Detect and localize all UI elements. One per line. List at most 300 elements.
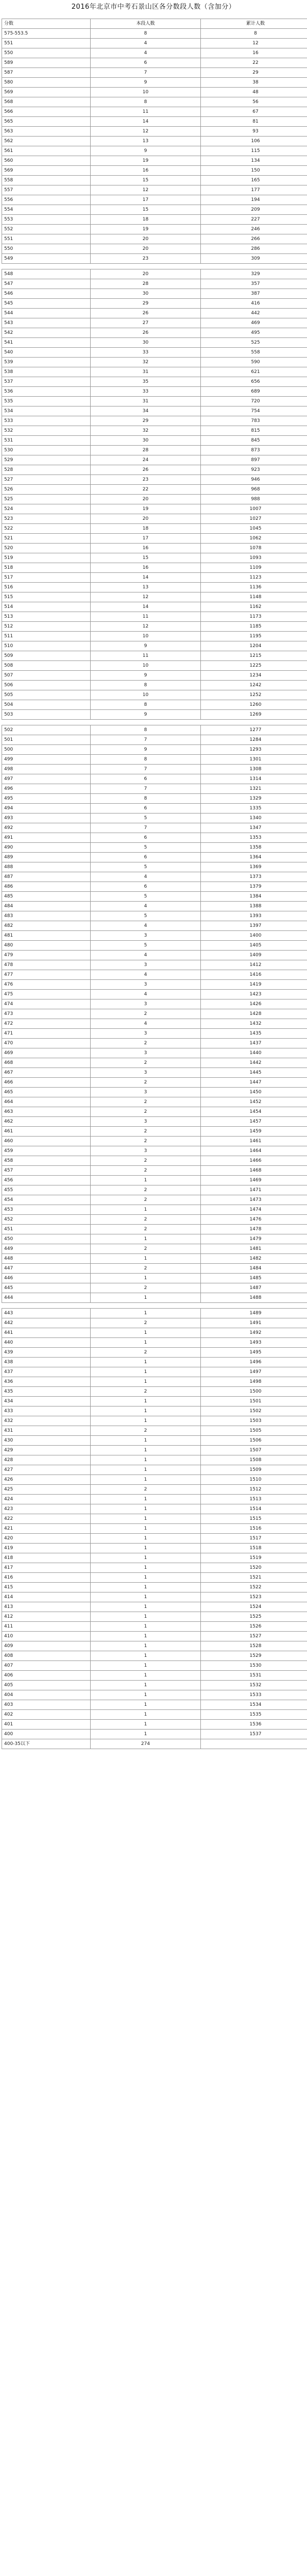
score-cell: 550 (2, 48, 91, 58)
cumulative-count-cell: 1148 (201, 592, 307, 602)
segment-count-cell: 23 (91, 475, 201, 485)
cumulative-count-cell: 1308 (201, 765, 307, 774)
score-cell: 525 (2, 495, 91, 504)
segment-count-cell: 13 (91, 583, 201, 592)
segment-count-cell: 1 (91, 1612, 201, 1622)
table-row (2, 774, 307, 784)
score-cell: 535 (2, 397, 91, 406)
table-row (2, 602, 307, 612)
cumulative-count-cell: 1416 (201, 970, 307, 980)
table-row (2, 387, 307, 397)
table-row (2, 244, 307, 254)
table-row (2, 1446, 307, 1455)
cumulative-count-cell: 1508 (201, 1455, 307, 1465)
table-row (2, 1205, 307, 1215)
score-cell: 566 (2, 107, 91, 117)
cumulative-count-cell: 329 (201, 269, 307, 279)
score-cell: 544 (2, 309, 91, 318)
table-row (2, 397, 307, 406)
segment-count-cell: 5 (91, 814, 201, 823)
cumulative-count-cell: 1471 (201, 1185, 307, 1195)
segment-count-cell: 1 (91, 1254, 201, 1264)
cumulative-count-cell: 923 (201, 465, 307, 475)
cumulative-count-cell: 1507 (201, 1446, 307, 1455)
score-cell: 415 (2, 1583, 91, 1592)
segment-count-cell: 8 (91, 97, 201, 107)
table-row (2, 1068, 307, 1078)
table-row (2, 1612, 307, 1622)
cumulative-count-cell: 1293 (201, 745, 307, 755)
table-row (2, 1416, 307, 1426)
cumulative-count-cell: 495 (201, 328, 307, 338)
segment-count-cell: 3 (91, 1029, 201, 1039)
table-row (2, 941, 307, 951)
segment-count-cell: 4 (91, 1019, 201, 1029)
score-cell: 464 (2, 1097, 91, 1107)
table-row (2, 299, 307, 309)
table-row (2, 1048, 307, 1058)
table-row (2, 573, 307, 583)
cumulative-count-cell: 38 (201, 78, 307, 88)
segment-count-cell: 20 (91, 269, 201, 279)
score-cell: 418 (2, 1553, 91, 1563)
score-cell: 428 (2, 1455, 91, 1465)
segment-count-cell: 4 (91, 921, 201, 931)
score-cell: 468 (2, 1058, 91, 1068)
table-row (2, 794, 307, 804)
score-cell: 569 (2, 166, 91, 176)
table-row (2, 592, 307, 602)
table-row (2, 1019, 307, 1029)
score-cell: 489 (2, 853, 91, 862)
segment-count-cell: 2 (91, 1264, 201, 1274)
segment-count-cell: 19 (91, 504, 201, 514)
cumulative-count-cell: 783 (201, 416, 307, 426)
table-row (2, 406, 307, 416)
table-row (2, 784, 307, 794)
cumulative-count-cell: 1461 (201, 1137, 307, 1146)
segment-count-cell: 9 (91, 641, 201, 651)
segment-count-cell: 1 (91, 1205, 201, 1215)
segment-count-cell: 1 (91, 1475, 201, 1485)
score-cell: 432 (2, 1416, 91, 1426)
score-cell: 538 (2, 367, 91, 377)
cumulative-count-cell: 1301 (201, 755, 307, 765)
segment-count-cell: 19 (91, 156, 201, 166)
segment-count-cell: 7 (91, 823, 201, 833)
segment-count-cell: 17 (91, 195, 201, 205)
cumulative-count-cell: 1423 (201, 990, 307, 999)
score-cell: 505 (2, 690, 91, 700)
score-cell: 497 (2, 774, 91, 784)
cumulative-count-cell: 1242 (201, 681, 307, 690)
cumulative-count-cell: 48 (201, 88, 307, 97)
segment-count-cell: 10 (91, 88, 201, 97)
segment-count-cell: 2 (91, 1009, 201, 1019)
table-row (2, 1720, 307, 1730)
table-row (2, 1377, 307, 1387)
segment-count-cell: 30 (91, 338, 201, 348)
cumulative-count-cell: 1476 (201, 1215, 307, 1225)
table-header-row (2, 19, 307, 29)
table-row (2, 254, 307, 264)
cumulative-count-cell: 1454 (201, 1107, 307, 1117)
cumulative-count-cell: 1450 (201, 1088, 307, 1097)
table-row (2, 583, 307, 592)
score-cell: 471 (2, 1029, 91, 1039)
score-cell: 569 (2, 88, 91, 97)
page-break-gap (2, 1303, 307, 1309)
segment-count-cell: 8 (91, 681, 201, 690)
score-cell: 487 (2, 872, 91, 882)
segment-count-cell: 2 (91, 1097, 201, 1107)
score-cell: 516 (2, 583, 91, 592)
score-cell: 495 (2, 794, 91, 804)
score-cell: 431 (2, 1426, 91, 1436)
segment-count-cell: 31 (91, 367, 201, 377)
cumulative-count-cell: 1185 (201, 622, 307, 632)
cumulative-count-cell: 1484 (201, 1264, 307, 1274)
score-cell: 420 (2, 1534, 91, 1544)
score-cell: 545 (2, 299, 91, 309)
score-cell: 404 (2, 1690, 91, 1700)
score-cell: 563 (2, 127, 91, 137)
score-cell: 556 (2, 195, 91, 205)
cumulative-count-cell: 1007 (201, 504, 307, 514)
table-row (2, 735, 307, 745)
table-row (2, 215, 307, 225)
score-cell: 558 (2, 176, 91, 185)
segment-count-cell: 3 (91, 960, 201, 970)
score-cell: 492 (2, 823, 91, 833)
segment-count-cell: 1 (91, 1338, 201, 1348)
score-cell: 553 (2, 215, 91, 225)
segment-count-cell: 26 (91, 309, 201, 318)
score-cell: 462 (2, 1117, 91, 1127)
score-cell: 440 (2, 1338, 91, 1348)
segment-count-cell: 1 (91, 1293, 201, 1303)
score-cell: 560 (2, 156, 91, 166)
segment-count-cell: 35 (91, 377, 201, 387)
segment-count-cell: 3 (91, 1117, 201, 1127)
cumulative-count-cell: 1498 (201, 1377, 307, 1387)
table-row (2, 1534, 307, 1544)
cumulative-count-cell: 1468 (201, 1166, 307, 1176)
score-cell: 421 (2, 1524, 91, 1534)
cumulative-count-cell: 1409 (201, 951, 307, 960)
segment-count-cell: 1 (91, 1514, 201, 1524)
cumulative-count-cell: 1532 (201, 1681, 307, 1690)
cumulative-count-cell: 12 (201, 39, 307, 48)
score-cell: 402 (2, 1710, 91, 1720)
segment-count-cell: 9 (91, 710, 201, 720)
segment-count-cell: 5 (91, 911, 201, 921)
cumulative-count-cell: 1269 (201, 710, 307, 720)
cumulative-count-cell: 1435 (201, 1029, 307, 1039)
score-cell: 521 (2, 534, 91, 544)
table-row (2, 1573, 307, 1583)
table-row (2, 1166, 307, 1176)
table-row (2, 1088, 307, 1097)
segment-count-cell: 1 (91, 1720, 201, 1730)
cumulative-count-cell: 1469 (201, 1176, 307, 1185)
score-cell: 458 (2, 1156, 91, 1166)
cumulative-count-cell: 1335 (201, 804, 307, 814)
segment-count-cell: 1 (91, 1176, 201, 1185)
score-cell: 429 (2, 1446, 91, 1455)
score-cell: 407 (2, 1661, 91, 1671)
segment-count-cell: 1 (91, 1524, 201, 1534)
table-row (2, 671, 307, 681)
score-cell: 552 (2, 225, 91, 234)
table-row (2, 970, 307, 980)
score-cell: 541 (2, 338, 91, 348)
score-cell: 442 (2, 1318, 91, 1328)
table-row (2, 1146, 307, 1156)
score-cell: 455 (2, 1185, 91, 1195)
score-cell: 537 (2, 377, 91, 387)
score-cell: 494 (2, 804, 91, 814)
segment-count-cell: 1 (91, 1671, 201, 1681)
segment-count-cell: 26 (91, 465, 201, 475)
segment-count-cell: 32 (91, 426, 201, 436)
table-row (2, 1234, 307, 1244)
table-row (2, 1739, 307, 1749)
cumulative-count-cell: 1457 (201, 1117, 307, 1127)
cumulative-count-cell: 1162 (201, 602, 307, 612)
cumulative-count-cell: 1514 (201, 1504, 307, 1514)
score-cell: 412 (2, 1612, 91, 1622)
cumulative-count-cell: 1428 (201, 1009, 307, 1019)
cumulative-count-cell: 1379 (201, 882, 307, 892)
table-row (2, 48, 307, 58)
segment-count-cell: 2 (91, 1485, 201, 1495)
cumulative-count-cell: 1397 (201, 921, 307, 931)
segment-count-cell: 6 (91, 882, 201, 892)
cumulative-count-cell: 8 (201, 29, 307, 39)
score-cell: 439 (2, 1348, 91, 1358)
cumulative-count-cell: 1513 (201, 1495, 307, 1504)
table-row (2, 1426, 307, 1436)
cumulative-count-cell: 1093 (201, 553, 307, 563)
segment-count-cell: 9 (91, 78, 201, 88)
segment-count-cell: 1 (91, 1446, 201, 1455)
cumulative-count-cell: 1515 (201, 1514, 307, 1524)
table-row (2, 641, 307, 651)
segment-count-cell: 12 (91, 592, 201, 602)
segment-count-cell: 24 (91, 455, 201, 465)
score-cell: 510 (2, 641, 91, 651)
table-row (2, 755, 307, 765)
table-row (2, 690, 307, 700)
score-cell: 523 (2, 514, 91, 524)
segment-count-cell: 2 (91, 1058, 201, 1068)
score-cell: 532 (2, 426, 91, 436)
segment-count-cell: 9 (91, 146, 201, 156)
table-row (2, 661, 307, 671)
table-row (2, 234, 307, 244)
table-body (2, 29, 307, 1749)
table-row (2, 1078, 307, 1088)
segment-count-cell: 1 (91, 1602, 201, 1612)
cumulative-count-cell: 1195 (201, 632, 307, 641)
score-cell: 478 (2, 960, 91, 970)
score-cell: 470 (2, 1039, 91, 1048)
segment-count-cell: 3 (91, 1146, 201, 1156)
score-cell: 467 (2, 1068, 91, 1078)
segment-count-cell: 6 (91, 853, 201, 862)
table-row (2, 1293, 307, 1303)
table-row (2, 117, 307, 127)
table-row (2, 1651, 307, 1661)
segment-count-cell: 14 (91, 573, 201, 583)
table-row (2, 1455, 307, 1465)
score-cell: 454 (2, 1195, 91, 1205)
score-cell: 486 (2, 882, 91, 892)
segment-count-cell: 2 (91, 1039, 201, 1048)
table-row (2, 1690, 307, 1700)
score-cell: 443 (2, 1309, 91, 1318)
cumulative-count-cell: 1537 (201, 1730, 307, 1739)
score-cell: 546 (2, 289, 91, 299)
column-header-segment-count: 本段人数 (91, 19, 201, 29)
page-break-gap (2, 720, 307, 725)
cumulative-count-cell: 1225 (201, 661, 307, 671)
cumulative-count-cell: 1536 (201, 1720, 307, 1730)
segment-count-cell: 12 (91, 127, 201, 137)
score-cell: 444 (2, 1293, 91, 1303)
cumulative-count-cell: 1501 (201, 1397, 307, 1406)
score-cell: 475 (2, 990, 91, 999)
score-cell: 473 (2, 1009, 91, 1019)
table-row (2, 1514, 307, 1524)
score-cell: 547 (2, 279, 91, 289)
table-row (2, 1495, 307, 1504)
table-row (2, 1058, 307, 1068)
cumulative-count-cell: 1495 (201, 1348, 307, 1358)
score-cell: 493 (2, 814, 91, 823)
table-row (2, 710, 307, 720)
score-cell: 502 (2, 725, 91, 735)
score-cell: 463 (2, 1107, 91, 1117)
table-row (2, 1641, 307, 1651)
table-row (2, 29, 307, 39)
cumulative-count-cell: 1487 (201, 1283, 307, 1293)
column-header-score: 分数 (2, 19, 91, 29)
score-cell: 453 (2, 1205, 91, 1215)
segment-count-cell: 32 (91, 358, 201, 367)
segment-count-cell: 1 (91, 1367, 201, 1377)
segment-count-cell: 14 (91, 602, 201, 612)
segment-count-cell: 2 (91, 1137, 201, 1146)
segment-count-cell: 1 (91, 1622, 201, 1632)
table-row (2, 68, 307, 78)
table-row (2, 1710, 307, 1720)
score-cell: 513 (2, 612, 91, 622)
cumulative-count-cell: 1485 (201, 1274, 307, 1283)
cumulative-count-cell: 1512 (201, 1485, 307, 1495)
segment-count-cell: 20 (91, 495, 201, 504)
segment-count-cell: 33 (91, 348, 201, 358)
cumulative-count-cell: 1534 (201, 1700, 307, 1710)
segment-count-cell: 1 (91, 1563, 201, 1573)
table-row (2, 902, 307, 911)
cumulative-count-cell: 1393 (201, 911, 307, 921)
segment-count-cell: 1 (91, 1583, 201, 1592)
segment-count-cell: 19 (91, 225, 201, 234)
cumulative-count-cell: 1492 (201, 1328, 307, 1338)
segment-count-cell: 6 (91, 833, 201, 843)
segment-count-cell: 13 (91, 137, 201, 146)
table-row (2, 681, 307, 690)
cumulative-count-cell: 1500 (201, 1387, 307, 1397)
cumulative-count-cell: 656 (201, 377, 307, 387)
segment-count-cell: 3 (91, 1088, 201, 1097)
score-cell: 491 (2, 833, 91, 843)
table-row (2, 843, 307, 853)
segment-count-cell: 15 (91, 553, 201, 563)
segment-count-cell: 16 (91, 563, 201, 573)
table-row (2, 892, 307, 902)
cumulative-count-cell: 1234 (201, 671, 307, 681)
table-row (2, 872, 307, 882)
segment-count-cell: 15 (91, 176, 201, 185)
cumulative-count-cell: 1479 (201, 1234, 307, 1244)
score-cell: 587 (2, 68, 91, 78)
table-row (2, 1264, 307, 1274)
segment-count-cell: 7 (91, 765, 201, 774)
cumulative-count-cell: 1384 (201, 892, 307, 902)
score-cell: 456 (2, 1176, 91, 1185)
segment-count-cell: 2 (91, 1107, 201, 1117)
segment-count-cell: 8 (91, 794, 201, 804)
cumulative-count-cell: 1530 (201, 1661, 307, 1671)
page-break-spacer (2, 1303, 307, 1309)
segment-count-cell: 2 (91, 1078, 201, 1088)
table-row (2, 1485, 307, 1495)
cumulative-count-cell: 815 (201, 426, 307, 436)
score-cell: 554 (2, 205, 91, 215)
table-row (2, 1563, 307, 1573)
segment-count-cell: 30 (91, 289, 201, 299)
table-row (2, 426, 307, 436)
segment-count-cell: 20 (91, 234, 201, 244)
score-cell: 457 (2, 1166, 91, 1176)
cumulative-count-cell: 897 (201, 455, 307, 465)
cumulative-count-cell: 1531 (201, 1671, 307, 1681)
table-row (2, 176, 307, 185)
table-row (2, 1465, 307, 1475)
segment-count-cell: 30 (91, 436, 201, 446)
cumulative-count-cell: 1473 (201, 1195, 307, 1205)
cumulative-count-cell: 93 (201, 127, 307, 137)
score-cell: 430 (2, 1436, 91, 1446)
score-cell: 530 (2, 446, 91, 455)
score-cell: 498 (2, 765, 91, 774)
score-table-container (2, 19, 304, 1749)
table-row (2, 1544, 307, 1553)
table-row (2, 1309, 307, 1318)
segment-count-cell: 2 (91, 1283, 201, 1293)
score-cell: 427 (2, 1465, 91, 1475)
score-cell: 472 (2, 1019, 91, 1029)
table-row (2, 725, 307, 735)
segment-count-cell: 1 (91, 1681, 201, 1690)
segment-count-cell: 5 (91, 941, 201, 951)
cumulative-count-cell: 1252 (201, 690, 307, 700)
segment-count-cell: 8 (91, 725, 201, 735)
score-cell: 479 (2, 951, 91, 960)
